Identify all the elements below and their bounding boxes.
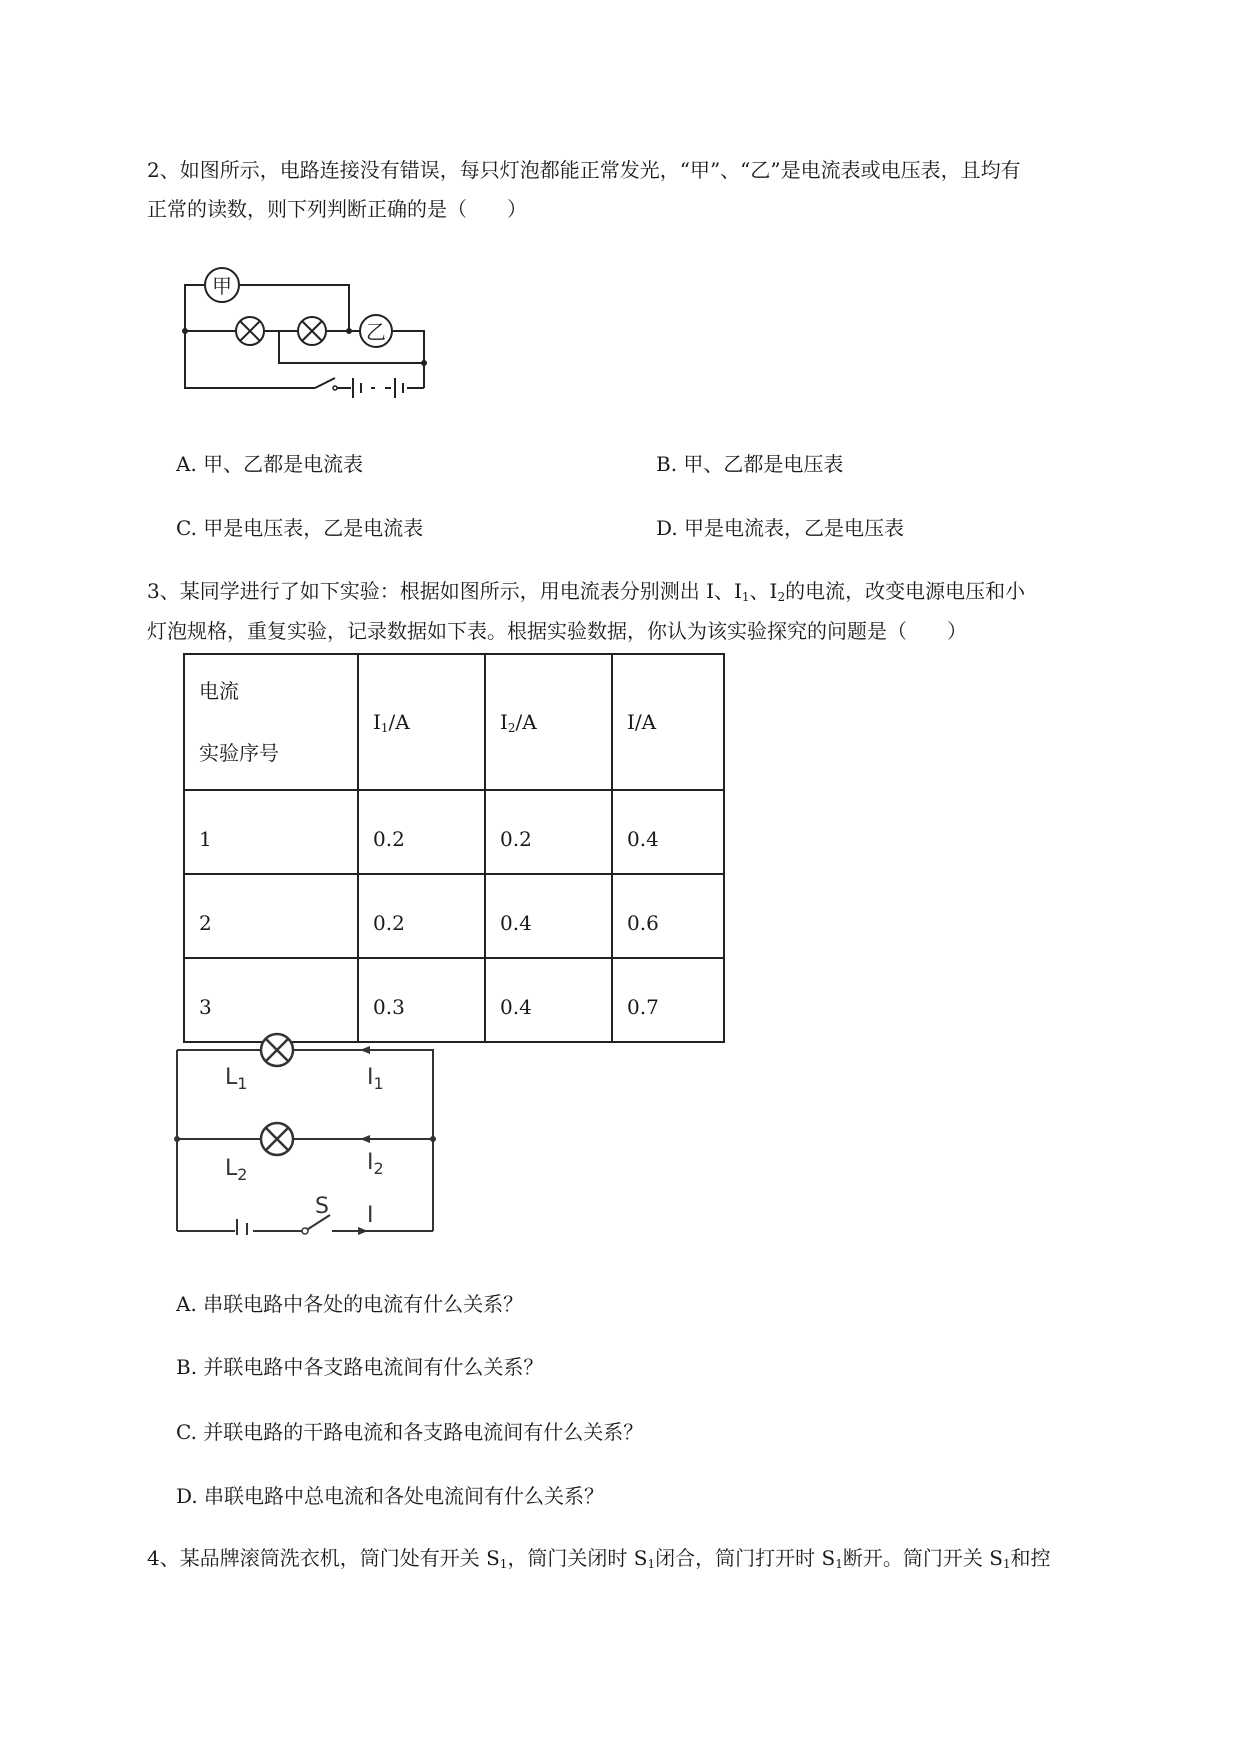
bulb-icon (261, 1034, 293, 1155)
table-cell: 0.2 (358, 874, 485, 958)
table-header-i2: $I_2/A$ (485, 654, 612, 790)
q2-option-d[interactable]: D. 甲是电流表，乙是电压表 (656, 516, 905, 540)
meter-a-label: 甲 (212, 274, 232, 298)
label-i2: $I_2$ (367, 1150, 384, 1178)
q2-circuit-diagram (175, 258, 440, 398)
q2-option-a[interactable]: A. 甲、乙都是电流表 (176, 452, 364, 476)
table-header-row (184, 654, 724, 790)
meter-b-label: 乙 (366, 320, 386, 344)
label-switch: S (315, 1194, 329, 1219)
q2-stem-line2: 正常的读数，则下列判断正确的是（ ） (147, 197, 527, 221)
q2-option-b[interactable]: B. 甲、乙都是电压表 (656, 452, 844, 476)
q3-circuit-diagram (170, 1030, 440, 1235)
table-cell: 2 (184, 874, 358, 958)
table-header-i1: $I_1/A$ (358, 654, 485, 790)
table-header-i: I/A (612, 654, 724, 790)
label-l1: $L_1$ (225, 1065, 248, 1093)
q2-option-c[interactable]: C. 甲是电压表，乙是电流表 (176, 516, 424, 540)
table-corner-cell: 电流 实验序号 (184, 654, 358, 790)
q3-stem-line1: 3、某同学进行了如下实验：根据如图所示，用电流表分别测出 I、$I_1$、$I_2$的电流，改变电源电压和小 (147, 579, 1026, 604)
table-cell: 0.4 (612, 790, 724, 874)
q4-stem-line1: 4、某品牌滚筒洗衣机，筒门处有开关 $S_1$，筒门关闭时 $S_1$闭合，筒门打开时 $S_1$断开。筒门开关 $S_1$和控 (147, 1546, 1051, 1571)
q2-stem-line1: 2、如图所示，电路连接没有错误，每只灯泡都能正常发光，“甲”、“乙”是电流表或电压表，且均有 (147, 158, 1021, 182)
label-i: I (367, 1203, 374, 1228)
label-l2: $L_2$ (225, 1156, 248, 1184)
q3-data-table (183, 653, 725, 1043)
q3-option-d[interactable]: D. 串联电路中总电流和各处电流间有什么关系？ (176, 1484, 605, 1508)
table-cell: 0.4 (485, 958, 612, 1042)
table-cell: 0.6 (612, 874, 724, 958)
q3-stem-line2: 灯泡规格，重复实验，记录数据如下表。根据实验数据，你认为该实验探究的问题是（ ） (147, 619, 967, 643)
q3-option-a[interactable]: A. 串联电路中各处的电流有什么关系？ (176, 1292, 524, 1316)
q3-option-c[interactable]: C. 并联电路的干路电流和各支路电流间有什么关系？ (176, 1420, 644, 1444)
table-cell: 0.3 (358, 958, 485, 1042)
table-cell: 1 (184, 790, 358, 874)
table-row (184, 790, 724, 874)
table-cell: 0.2 (358, 790, 485, 874)
table-cell: 0.2 (485, 790, 612, 874)
table-row (184, 874, 724, 958)
q3-option-b[interactable]: B. 并联电路中各支路电流间有什么关系？ (176, 1355, 544, 1379)
table-cell: 3 (184, 958, 358, 1042)
table-cell: 0.7 (612, 958, 724, 1042)
label-i1: $I_1$ (367, 1065, 384, 1093)
table-cell: 0.4 (485, 874, 612, 958)
